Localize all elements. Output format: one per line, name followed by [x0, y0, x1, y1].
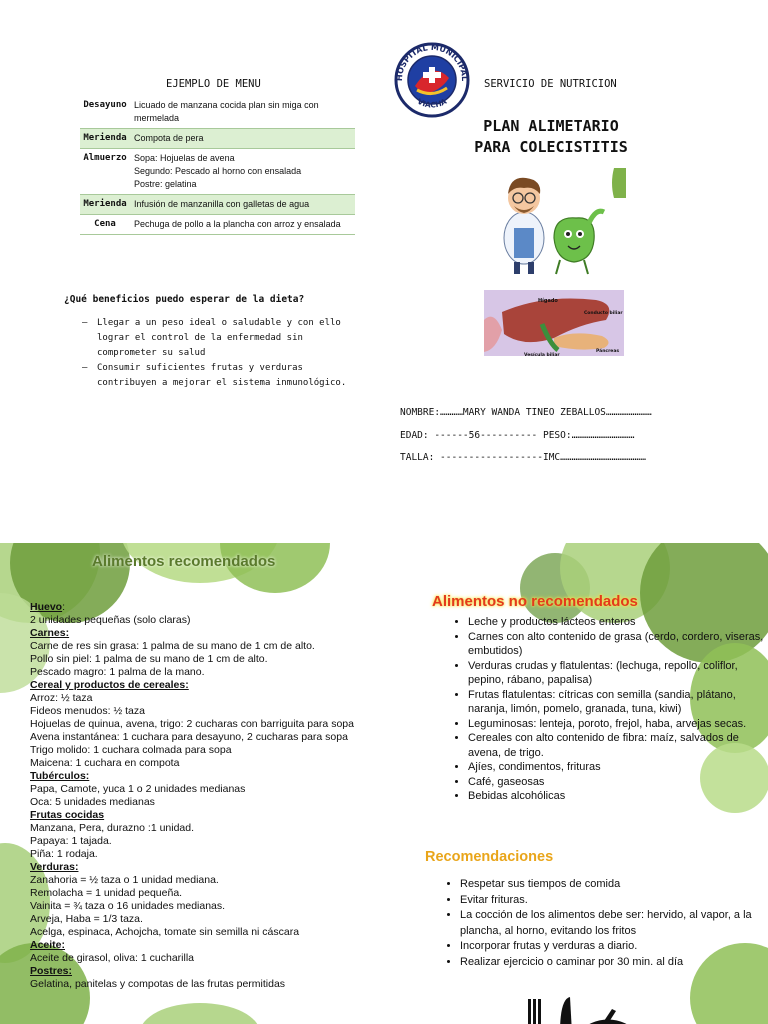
not-recommended-item: • Frutas flatulentas: cítricas con semilla (sandia, plátano, naranja, limón, pomelo, granada, tuna, kiwi): [468, 688, 768, 717]
food-line: Piña: 1 rodaja.: [30, 848, 98, 860]
not-recommended-title: Alimentos no recomendados: [432, 593, 638, 610]
menu-row: [80, 149, 355, 195]
food-line: Manzana, Pera, durazno :1 unidad.: [30, 822, 195, 834]
benefits-title: ¿Qué beneficios puedo esperar de la dieta?: [64, 294, 305, 305]
not-recommended-item: • Carnes con alto contenido de grasa (cerdo, cordero, viseras, embutidos): [468, 630, 768, 659]
food-line: Oca: 5 unidades medianas: [30, 796, 155, 808]
food-line: Zanahoria = ½ taza o 1 unidad mediana.: [30, 874, 219, 886]
lower-section: [0, 543, 768, 1024]
food-line: Trigo molido: 1 cuchara colmada para sopa: [30, 744, 232, 756]
food-line: Gelatina, panitelas y compotas de las frutas permitidas: [30, 978, 286, 990]
not-recommended-item: • Leche y productos lácteos enteros: [468, 615, 768, 630]
food-line: Arroz: ½ taza: [30, 692, 93, 704]
benefits-list: [80, 316, 355, 391]
recommendation-item: • Realizar ejercicio o caminar por 30 min. al día: [460, 955, 765, 971]
benefit-item: – Consumir suficientes frutas y verduras contribuyen a mejorar el sistema inmunológico.: [80, 361, 355, 391]
service-title: SERVICIO DE NUTRICION: [484, 78, 617, 90]
food-line: Maicena: 1 cuchara en compota: [30, 757, 180, 769]
menu-row: [80, 195, 355, 215]
food-line: Carne de res sin grasa: 1 palma de su mano de 1 cm de alto.: [30, 640, 315, 652]
recommendation-item: • Evitar frituras.: [460, 893, 765, 909]
food-line: Aceite de girasol, oliva: 1 cucharilla: [30, 952, 195, 964]
recommendations-title: Recomendaciones: [425, 849, 554, 865]
menu-row: [80, 129, 355, 149]
not-recommended-item: • Ajíes, condimentos, frituras: [468, 760, 768, 775]
liver-anatomy-illustration: [484, 290, 624, 356]
plate-cutlery-icon: [520, 993, 640, 1024]
recommendation-item: • Incorporar frutas y verduras a diario.: [460, 939, 765, 955]
food-group-heading: Tubérculos:: [30, 770, 90, 782]
food-line: 2 unidades pequeñas (solo claras): [30, 614, 191, 626]
label-bile-duct: Conducto biliar: [584, 311, 623, 316]
food-line: Papa, Camote, yuca 1 o 2 unidades medianas: [30, 783, 246, 795]
patient-age-weight: EDAD: ------56---------- PESO:……………………………: [400, 430, 635, 441]
doctor-gallbladder-illustration: [484, 168, 626, 278]
menu-meal: Merienda: [80, 195, 130, 215]
plan-title-line1: PLAN ALIMETARIO: [483, 117, 619, 135]
food-line: Pescado magro: 1 palma de la mano.: [30, 666, 205, 678]
menu-description: Sopa: Hojuelas de avena Segundo: Pescado al horno con ensalada Postre: gelatina: [130, 149, 355, 195]
benefit-item: – Llegar a un peso ideal o saludable y con ello lograr el control de la enfermedad sin comprometer su salud: [80, 316, 355, 361]
menu-meal: Almuerzo: [80, 149, 130, 195]
menu-meal: Merienda: [80, 129, 130, 149]
not-recommended-list: [450, 615, 768, 804]
food-line: Pollo sin piel: 1 palma de su mano de 1 cm de alto.: [30, 653, 268, 665]
food-group-heading: Postres:: [30, 965, 73, 977]
recommended-title: Alimentos recomendados: [92, 553, 276, 570]
menu-description: Compota de pera: [130, 129, 355, 149]
food-line: Arveja, Haba = 1/3 taza.: [30, 913, 143, 925]
label-gallbladder: Vesícula biliar: [524, 353, 560, 356]
not-recommended-item: • Verduras crudas y flatulentas: (lechuga, repollo, coliflor, pepino, rábano, papalisa): [468, 659, 768, 688]
menu-table: [80, 96, 355, 235]
not-recommended-item: • Café, gaseosas: [468, 775, 768, 790]
food-group-heading: Aceite:: [30, 939, 66, 951]
menu-row: [80, 215, 355, 235]
menu-description: Infusión de manzanilla con galletas de agua: [130, 195, 355, 215]
patient-name: NOMBRE:…………MARY WANDA TINEO ZEBALLOS……………………: [400, 407, 652, 418]
not-recommended-item: • Leguminosas: lenteja, poroto, frejol, haba, arvejas secas.: [468, 717, 768, 732]
not-recommended-item: • Bebidas alcohólicas: [468, 789, 768, 804]
food-group-heading: Cereal y productos de cereales:: [30, 679, 189, 691]
patient-height-bmi: TALLA: ------------------IMC………………………………………: [400, 452, 646, 463]
menu-description: Licuado de manzana cocida plan sin miga con mermelada: [130, 96, 355, 129]
logo-text-bottom: VIACHA: [415, 96, 449, 110]
decor-circle: [140, 1003, 260, 1024]
menu-description: Pechuga de pollo a la plancha con arroz y ensalada: [130, 215, 355, 235]
menu-row: [80, 96, 355, 129]
food-line: Hojuelas de quinua, avena, trigo: 2 cucharas con barriguita para sopa: [30, 718, 354, 730]
food-group-heading: Frutas cocidas: [30, 809, 105, 821]
not-recommended-item: • Cereales con alto contenido de fibra: maíz, salvados de avena, de trigo.: [468, 731, 768, 760]
food-line: Vainita = ¾ taza o 16 unidades medianas.: [30, 900, 226, 912]
food-line: Remolacha = 1 unidad pequeña.: [30, 887, 183, 899]
logo-text-top: HOSPITAL MUNICIPAL: [394, 42, 470, 82]
recommendation-item: • La cocción de los alimentos debe ser: hervido, al vapor, a la plancha, al horno, evitando los fritos: [460, 908, 765, 939]
plan-title: [430, 116, 672, 158]
food-line: Papaya: 1 tajada.: [30, 835, 112, 847]
menu-example-title: EJEMPLO DE MENU: [166, 78, 261, 90]
food-line: Acelga, espinaca, Achojcha, tomate sin semilla ni cáscara: [30, 926, 300, 938]
food-group-heading: Verduras:: [30, 861, 79, 873]
hospital-logo: [393, 42, 471, 118]
menu-meal: Cena: [80, 215, 130, 235]
label-pancreas: Páncreas: [596, 349, 620, 354]
food-group-heading: Huevo:: [30, 601, 66, 613]
recommended-list: [30, 601, 410, 991]
food-line: Avena instantánea: 1 cuchara para desayuno, 2 cucharas para sopa: [30, 731, 348, 743]
food-group-heading: Carnes:: [30, 627, 70, 639]
plan-title-line2: PARA COLECISTITIS: [474, 138, 628, 156]
menu-meal: Desayuno: [80, 96, 130, 129]
label-liver: Hígado: [538, 298, 558, 304]
recommendations-list: [442, 877, 765, 970]
food-line: Fideos menudos: ½ taza: [30, 705, 145, 717]
recommendation-item: • Respetar sus tiempos de comida: [460, 877, 765, 893]
